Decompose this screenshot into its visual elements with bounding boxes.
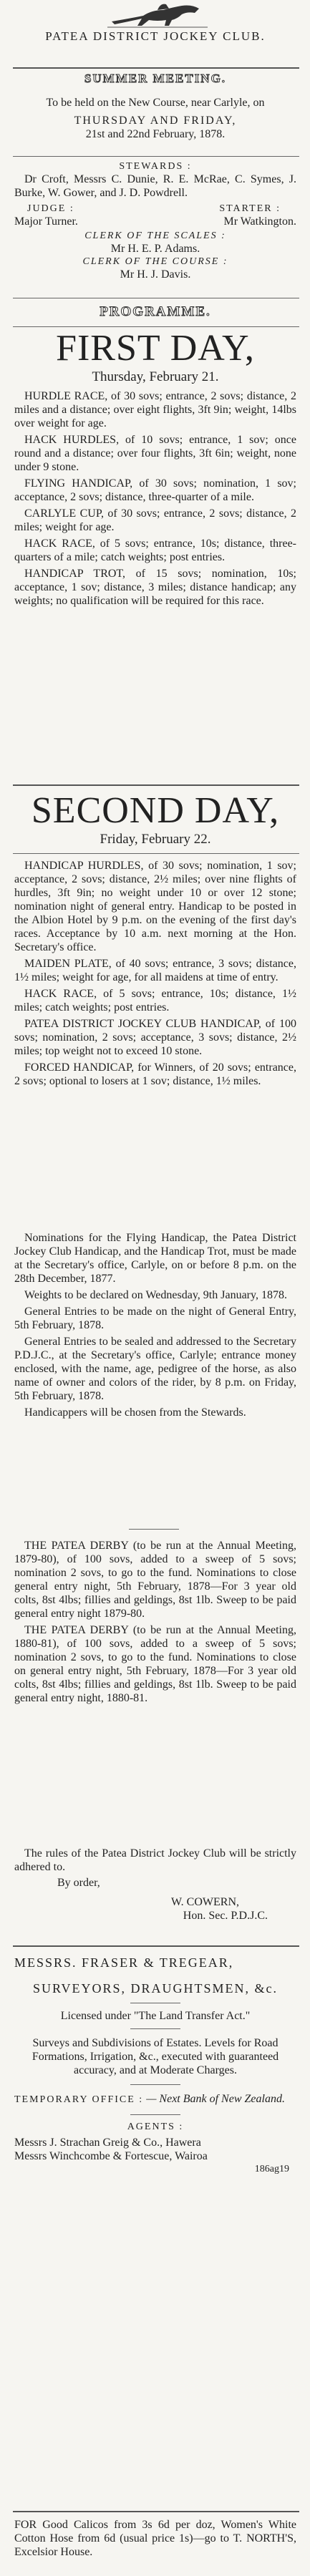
race-item: CARLYLE CUP, of 30 sovs; entrance, 2 sovs; distance, 2 miles; weight for age. bbox=[14, 507, 296, 533]
starter-name: Mr Watkington. bbox=[223, 215, 296, 228]
meeting-title: SUMMER MEETING. bbox=[84, 72, 227, 85]
note-item: General Entries to be made on the night of General Entry, 5th February, 1878. bbox=[14, 1306, 296, 1331]
derby-item: THE PATEA DERBY (to be run at the Annual Meeting, 1879-80), of 100 sovs, added to a sweep of 5 sovs; nomination 2 sovs, to go to the fund. Nominations to close general entry night, 5th February, 1878—For 3 year old colts, 8st 4lbs; fillies and geldings, 8st 1lb. Sweep to be paid general entry night 1879-80. bbox=[14, 1540, 296, 1620]
rules-notice: The rules of the Patea District Jockey Club will be strictly adhered to. bbox=[14, 1847, 296, 1873]
fraser-names: MESSRS. FRASER & TREGEAR, bbox=[14, 1955, 234, 1970]
meeting-days: THURSDAY AND FRIDAY, bbox=[74, 115, 237, 127]
day1-title: FIRST DAY, bbox=[56, 328, 255, 369]
agent-hawera: Messrs J. Strachan Greig & Co., Hawera bbox=[14, 2137, 201, 2149]
judge-name: Major Turner. bbox=[14, 215, 78, 228]
race-item: FLYING HANDICAP, of 30 sovs; nomination, 1 sov; acceptance, 2 sovs; distance, three-quarter of a mile. bbox=[14, 477, 296, 503]
race-item: FORCED HANDICAP, for Winners, of 20 sovs; entrance, 2 sovs; optional to losers at 1 sov; distance, 1½ miles. bbox=[14, 1061, 296, 1087]
stewards-label: STEWARDS : bbox=[119, 161, 192, 172]
agent-wairoa: Messrs Winchcombe & Fortescue, Wairoa bbox=[14, 2150, 208, 2162]
scales-label: CLERK OF THE SCALES : bbox=[84, 230, 226, 241]
note-item: General Entries to be sealed and addressed to the Secretary P.D.J.C., at the Secretary's office, Carlyle; entrance money enclosed, with the name, age, pedigree of the horse, as also name of owner and colors of the rider, by 8 p.m. on Friday, 5th February, 1878. bbox=[14, 1336, 296, 1402]
programme-heading: PROGRAMME. bbox=[100, 304, 211, 319]
course-name: Mr H. J. Davis. bbox=[120, 268, 191, 281]
stewards-text: Dr Croft, Messrs C. Dunie, R. E. McRae, C. Symes, J. Burke, W. Gower, and J. D. Powdrell. bbox=[14, 173, 296, 199]
entry-notes bbox=[14, 1231, 296, 1421]
calicos-ad: FOR Good Calicos from 3s 6d per doz, Women's White Cotton Hose from 6d (usual price 1s)—go to T. NORTH'S, Excelsior House. bbox=[14, 2519, 296, 2558]
race-item: HACK RACE, of 5 sovs; entrance, 10s; distance, three-quarters of a mile; catch weights; post entries. bbox=[14, 538, 296, 563]
race-item: HANDICAP HURDLES, of 30 sovs; nomination, 1 sov; acceptance, 2 sovs; distance, 2½ miles; over nine flights of hurdles, 3ft 9in; no weight under 10 or over 12 stone; nomination night of general entry. Handicap to be posted in the Albion Hotel by 9 p.m. on the evening of the first day's races. Acceptance by 10 a.m. next morning at the Hon. Secretary's office. bbox=[14, 860, 296, 953]
meeting-dates: 21st and 22nd February, 1878. bbox=[85, 128, 226, 140]
office-label: TEMPORARY OFFICE : bbox=[14, 2094, 144, 2105]
day2-title: SECOND DAY, bbox=[31, 790, 280, 831]
race-item: HANDICAP TROT, of 15 sovs; nomination, 10s; acceptance, 1 sov; distance, 3 miles; distance handicap; any weights; no qualification will be required for this race. bbox=[14, 568, 296, 607]
by-order: By order, bbox=[57, 1877, 100, 1889]
note-item: Weights to be declared on Wednesday, 9th January, 1878. bbox=[24, 1289, 287, 1301]
derby-notices bbox=[14, 1539, 296, 1707]
ad-code: 186ag19 bbox=[254, 2164, 289, 2174]
fraser-body: Surveys and Subdivisions of Estates. Levels for Road Formations, Irrigation, &c., executed with guaranteed accuracy, and at Moderate Charges. bbox=[32, 2037, 279, 2076]
signer-title: Hon. Sec. P.D.J.C. bbox=[183, 1910, 268, 1922]
day2-date: Friday, February 22. bbox=[100, 832, 211, 847]
note-item: Handicappers will be chosen from the Stewards. bbox=[24, 1406, 246, 1419]
derby-item: THE PATEA DERBY (to be run at the Annual Meeting, 1880-81), of 100 sovs, added to a sweep of 5 sovs; nomination 2 sovs, to go to the fund. Nominations to close on general entry night, 5th February, 1878—For 3 year old colts, 8st 4lbs; fillies and geldings, 8st 1lb. Sweep to be paid general entry night, 1880-81. bbox=[14, 1624, 296, 1704]
scales-name: Mr H. E. P. Adams. bbox=[110, 243, 200, 255]
day1-date: Thursday, February 21. bbox=[92, 369, 219, 384]
starter-label: STARTER : bbox=[219, 203, 281, 214]
course-label: CLERK OF THE COURSE : bbox=[82, 256, 228, 267]
fraser-licensed: Licensed under "The Land Transfer Act." bbox=[60, 2010, 251, 2022]
day1-races bbox=[14, 389, 296, 610]
fraser-title: SURVEYORS, DRAUGHTSMEN, &c. bbox=[32, 1981, 278, 1996]
signer-name: W. COWERN, bbox=[171, 1896, 239, 1908]
day2-races bbox=[14, 859, 296, 1090]
race-item: HACK RACE, of 5 sovs; entrance, 10s; distance, 1½ miles; catch weights; post entries. bbox=[14, 988, 296, 1014]
note-item: Nominations for the Flying Handicap, the Patea District Jockey Club Handicap, and the Handicap Trot, must be made at the Secretary's office, Carlyle, on or before 8 p.m. on the 28th December, 1877. bbox=[14, 1232, 296, 1285]
club-title: PATEA DISTRICT JOCKEY CLUB. bbox=[45, 29, 266, 43]
race-item: PATEA DISTRICT JOCKEY CLUB HANDICAP, of 100 sovs; nomination, 2 sovs; acceptance, 3 sovs; distance, 2½ miles; top weight not to exceed 10 stone. bbox=[14, 1018, 296, 1057]
office-text: — Next Bank of New Zealand. bbox=[146, 2093, 285, 2105]
judge-label: JUDGE : bbox=[27, 203, 74, 214]
race-item: MAIDEN PLATE, of 40 sovs; entrance, 3 sovs; distance, 1½ miles; weight for age, for all maidens at time of entry. bbox=[14, 958, 296, 983]
race-item: HURDLE RACE, of 30 sovs; entrance, 2 sovs; distance, 2 miles and a distance; over eight flights, 3ft 9in; weight, 14lbs over weight for age. bbox=[14, 390, 296, 429]
race-item: HACK HURDLES, of 10 sovs; entrance, 1 sov; once round and a distance; over four flights, 3ft 6in; weight, none under 9 stone. bbox=[14, 434, 296, 473]
racehorse-engraving bbox=[107, 0, 208, 29]
held-notice: To be held on the New Course, near Carlyle, on bbox=[46, 97, 265, 109]
agents-label: AGENTS : bbox=[127, 2121, 184, 2132]
